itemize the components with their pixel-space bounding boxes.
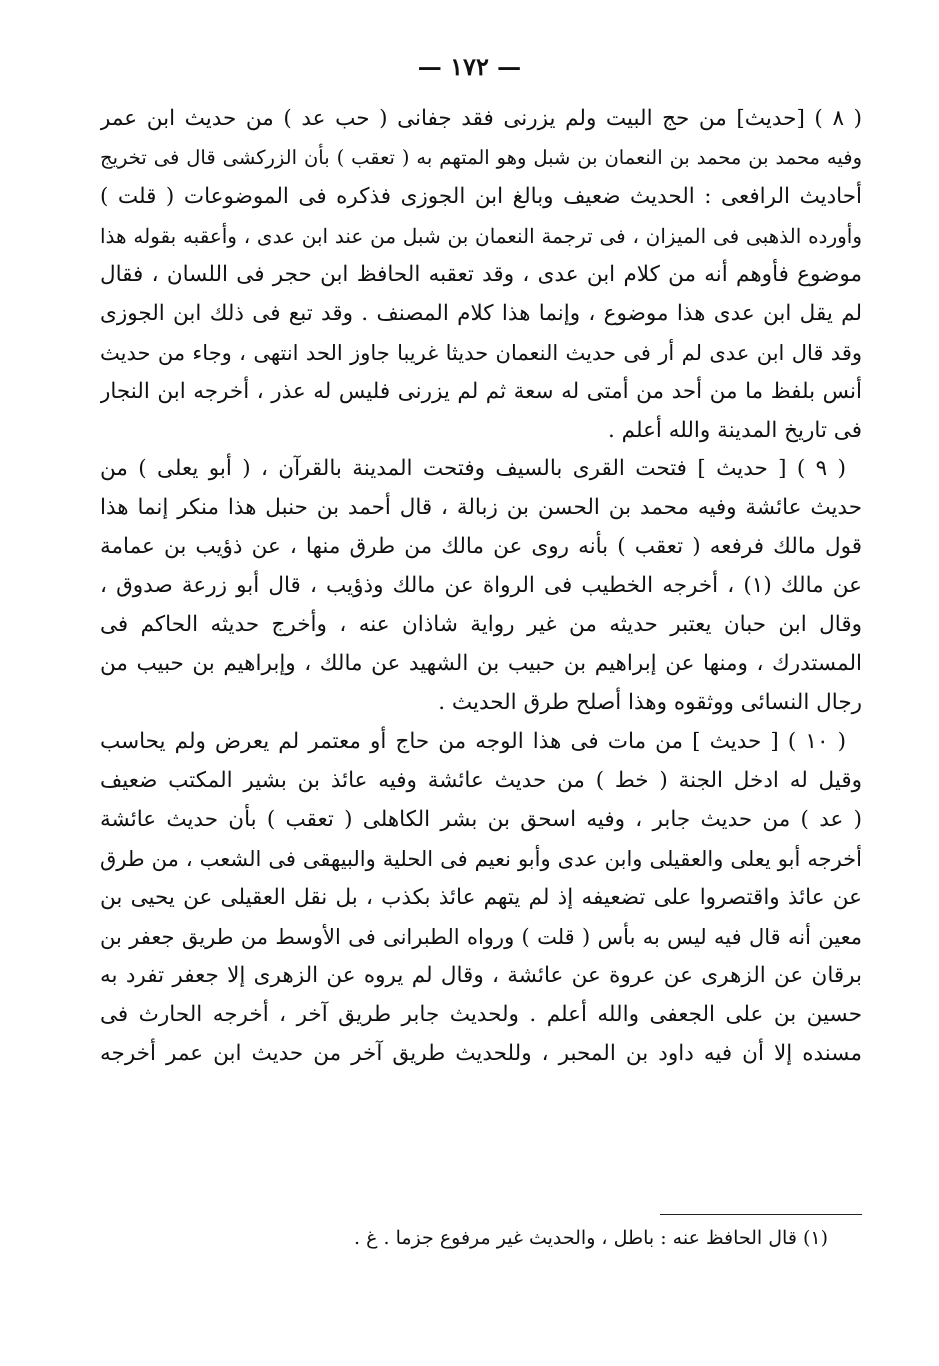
footnote: (١) قال الحافظ عنه : باطل ، والحديث غير مرفوع جزما . غ . — [354, 1227, 828, 1249]
text-line: المستدرك ، ومنها عن إبراهيم بن حبيب بن الشهيد عن مالك ، وإبراهيم بن حبيب من — [100, 651, 862, 677]
text-line: وأورده الذهبى فى الميزان ، فى ترجمة النعمان بن شبل من عند ابن عدى ، وأعقبه بقوله هذا — [100, 223, 862, 248]
text-line: أخرجه أبو يعلى والعقيلى وابن عدى وأبو نعيم فى الحلية والبيهقى فى الشعب ، من طرق — [100, 846, 862, 871]
page-number: — ١٧٢ — — [417, 52, 522, 81]
text-line: مسنده إلا أن فيه داود بن المحبر ، وللحديث طريق آخر من حديث ابن عمر أخرجه — [100, 1040, 862, 1066]
text-line: أنس بلفظ ما من أحد من أمتى له سعة ثم لم يزرنى فليس له عذر ، أخرجه ابن النجار — [100, 378, 862, 404]
text-line: وقال ابن حبان يعتبر حديثه من غير رواية شاذان عنه ، وأخرج حديثه الحاكم فى — [100, 612, 862, 638]
text-line: ( ٩ ) [ حديث ] فتحت القرى بالسيف وفتحت المدينة بالقرآن ، ( أبو يعلى ) من — [100, 456, 846, 482]
text-line: فى تاريخ المدينة والله أعلم . — [607, 417, 862, 443]
text-line: ( ٨ ) [حديث] من حج البيت ولم يزرنى فقد جفانى ( حب عد ) من حديث ابن عمر — [100, 106, 862, 131]
text-line: عن عائذ واقتصروا على تضعيفه إذ لم يتهم عائذ بكذب ، بل نقل العقيلى عن يحيى بن — [100, 884, 862, 910]
text-line: حديث عائشة وفيه محمد بن الحسن بن زبالة ، قال أحمد بن حنبل هذا منكر إنما هذا — [100, 495, 862, 521]
text-line: برقان عن الزهرى عن عروة عن عائشة ، وقال لم يروه عن الزهرى إلا جعفر تفرد به — [100, 962, 862, 988]
text-line: قول مالك فرفعه ( تعقب ) بأنه روى عن مالك من طرق منها ، عن ذؤيب بن عمامة — [100, 534, 862, 560]
text-line: لم يقل ابن عدى هذا موضوع ، وإنما هذا كلام المصنف . وقد تبع فى ذلك ابن الجوزى — [100, 300, 862, 326]
text-line: معين أنه قال فيه ليس به بأس ( قلت ) ورواه الطبرانى فى الأوسط من طريق جعفر بن — [100, 924, 862, 949]
body-text — [100, 100, 862, 1073]
text-line: رجال النسائى ووثقوه وهذا أصلح طرق الحديث . — [438, 690, 862, 716]
text-line: موضوع فأوهم أنه من كلام ابن عدى ، وقد تعقبه الحافظ ابن حجر فى اللسان ، فقال — [100, 261, 862, 287]
text-line: وقد قال ابن عدى لم أر فى حديث النعمان حديثا غريبا جاوز الحد انتهى ، وجاء من حديث — [100, 340, 862, 365]
footnote-divider — [660, 1214, 862, 1215]
text-line: ( عد ) من حديث جابر ، وفيه اسحق بن بشر الكاهلى ( تعقب ) بأن حديث عائشة — [100, 806, 862, 832]
text-line: وقيل له ادخل الجنة ( خط ) من حديث عائشة وفيه عائذ بن بشير المكتب ضعيف — [100, 767, 862, 793]
text-line: حسين بن على الجعفى والله أعلم . ولحديث جابر طريق آخر ، أخرجه الحارث فى — [100, 1001, 862, 1027]
text-line: وفيه محمد بن محمد بن النعمان بن شبل وهو المتهم به ( تعقب ) بأن الزركشى قال فى تخريج — [100, 145, 862, 169]
text-line: أحاديث الرافعى : الحديث ضعيف وبالغ ابن الجوزى فذكره فى الموضوعات ( قلت ) — [100, 183, 862, 209]
text-line: ( ١٠ ) [ حديث ] من مات فى هذا الوجه من حاج أو معتمر لم يعرض ولم يحاسب — [100, 729, 846, 754]
text-line: عن مالك (١) ، أخرجه الخطيب فى الرواة عن مالك وذؤيب ، قال أبو زرعة صدوق ، — [100, 573, 862, 599]
